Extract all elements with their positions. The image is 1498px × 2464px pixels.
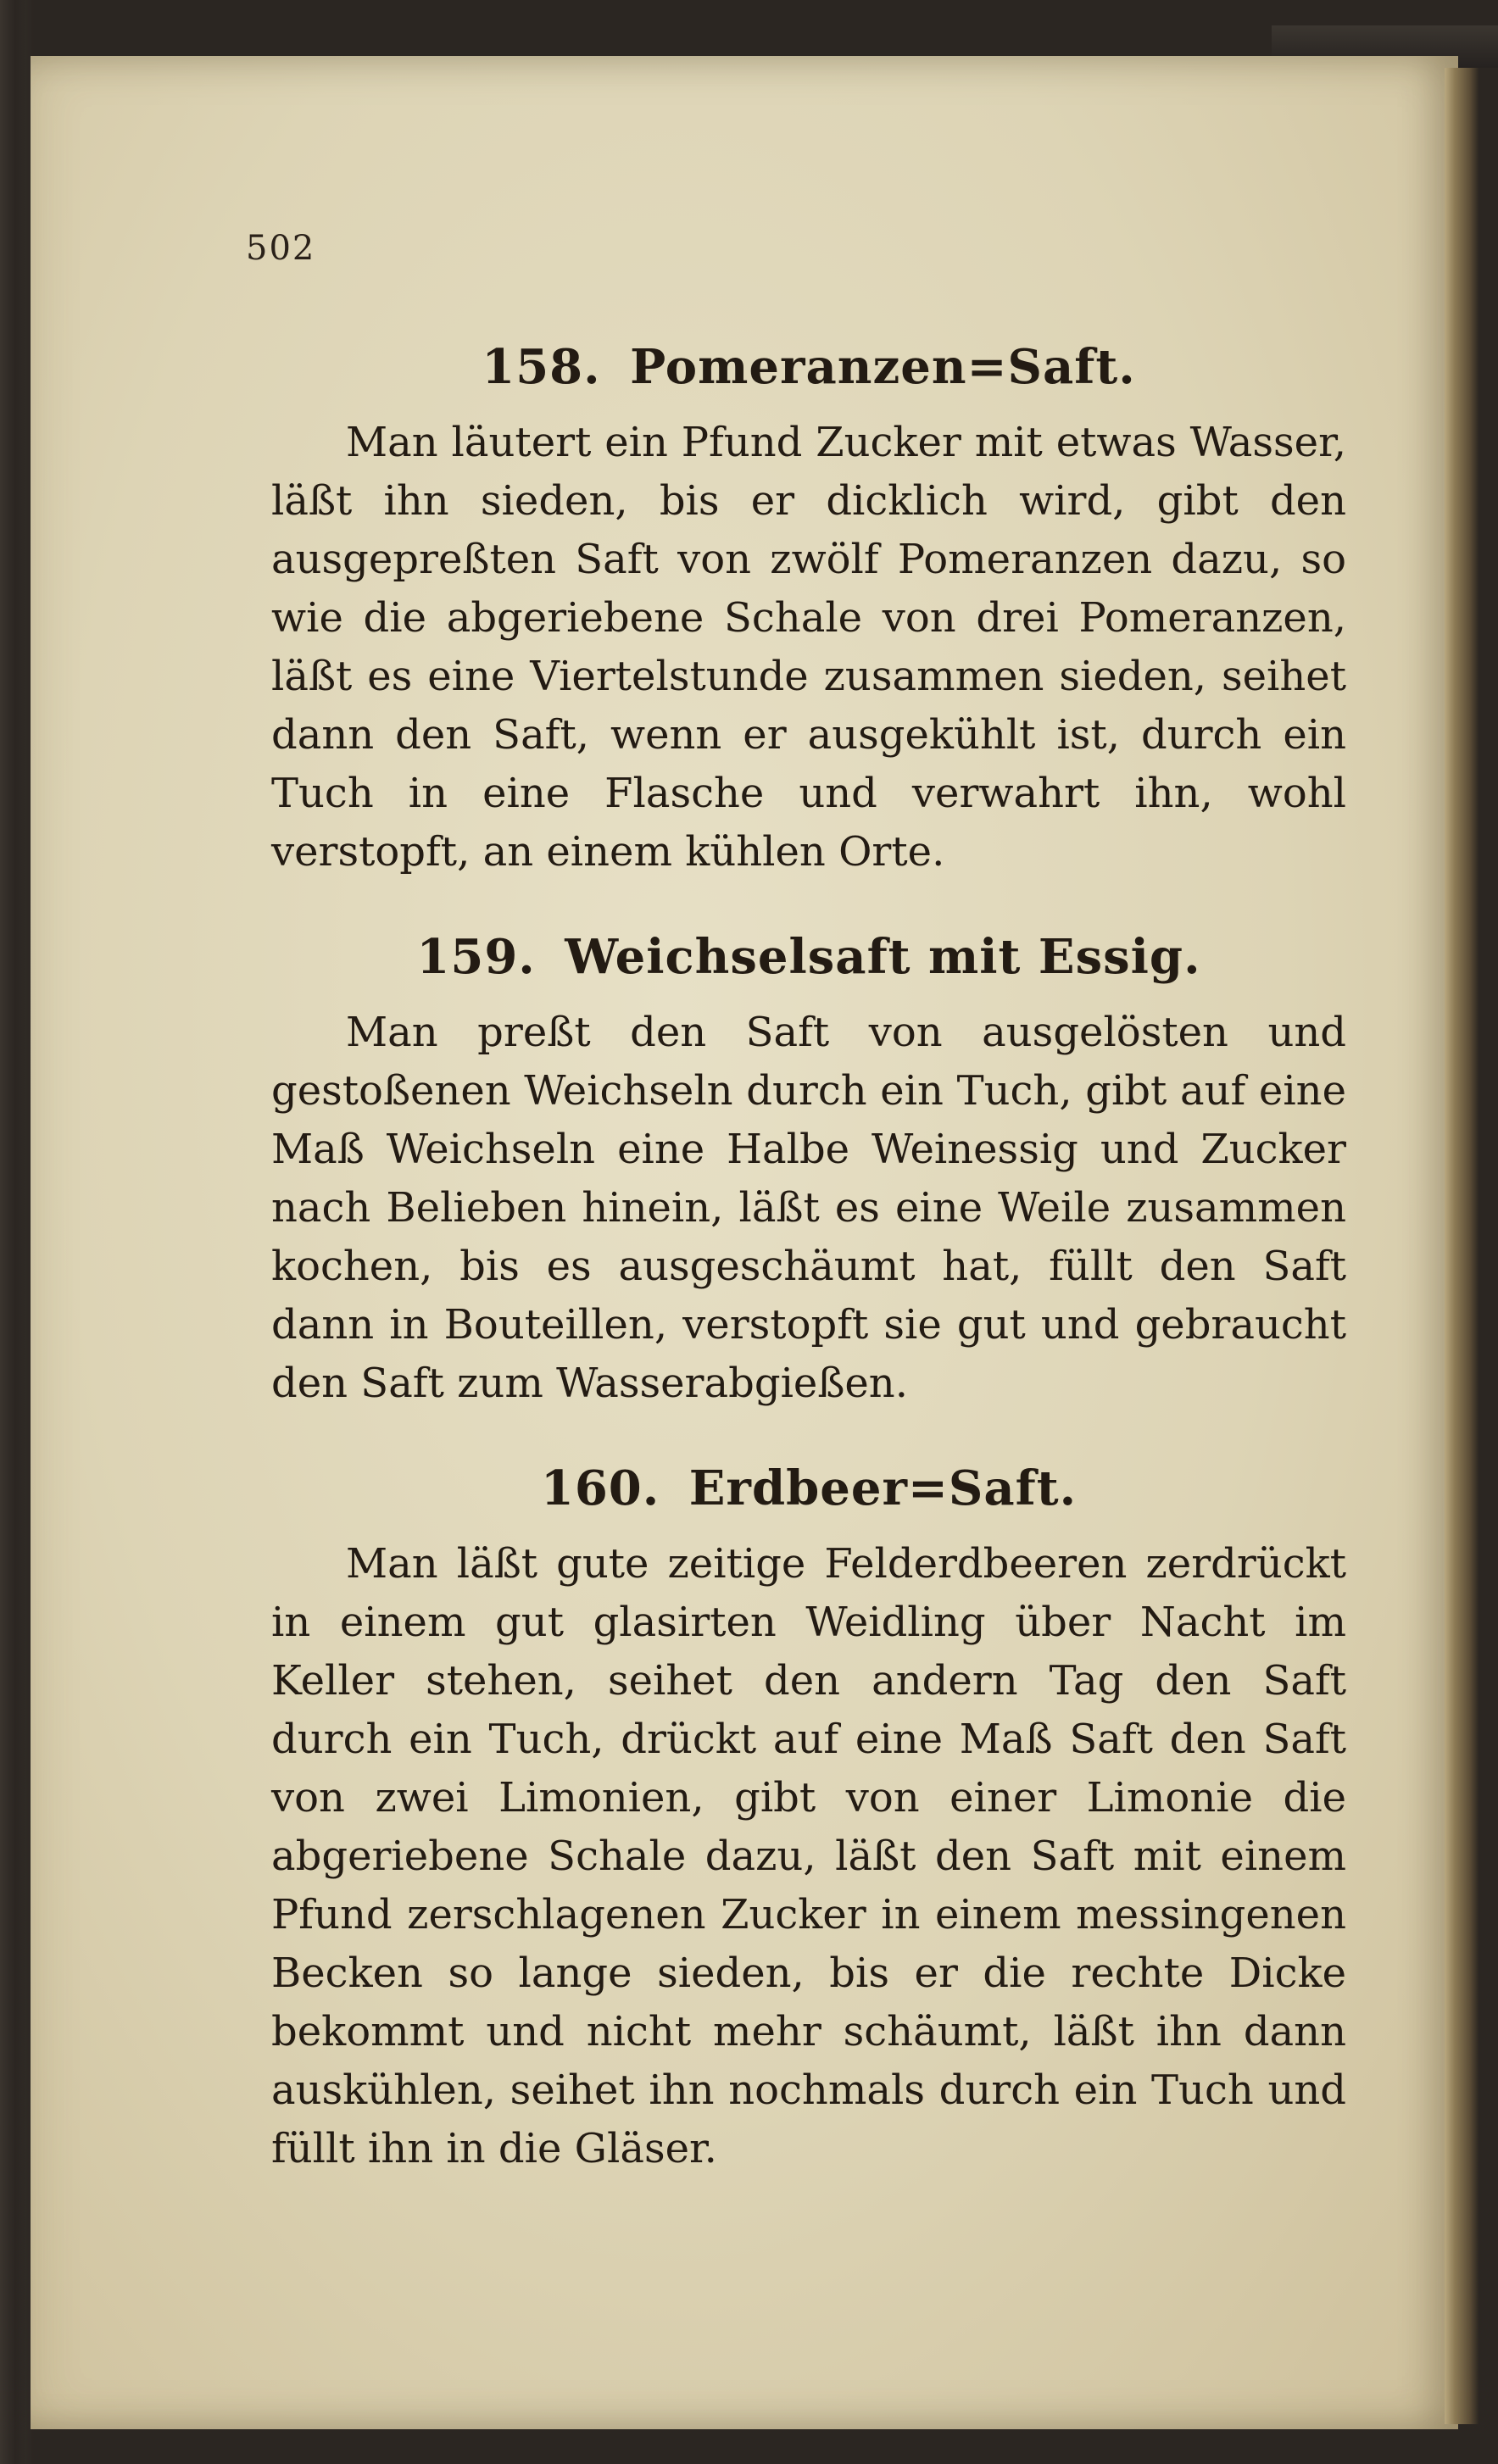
recipe-title: Pomeranzen=Saft. — [630, 339, 1136, 395]
recipe-paragraph: Man preßt den Saft von ausgelösten und gestoßenen Weichseln durch ein Tuch, gibt auf eine Maß Weichseln eine Halbe Weinessig und Zucker nach Belieben hinein, läßt es eine Weile zusammen kochen, bis es ausgeschäumt hat, füllt den Saft dann in Bouteillen, verstopft sie gut und gebraucht den Saft zum Wasserabgießen. — [271, 1009, 1346, 1407]
recipe-title: Erdbeer=Saft. — [688, 1460, 1078, 1516]
recipe-number: 160. — [540, 1460, 660, 1516]
recipe-heading — [271, 339, 1346, 395]
recipe-158 — [271, 339, 1346, 882]
page-content — [271, 339, 1346, 2204]
recipe-160 — [271, 1460, 1346, 2178]
recipe-text — [271, 414, 1346, 882]
recipe-number: 159. — [416, 929, 536, 985]
recipe-heading — [271, 1460, 1346, 1516]
recipe-number: 158. — [482, 339, 601, 395]
page-edge — [1445, 68, 1479, 2424]
recipe-159 — [271, 929, 1346, 1413]
recipe-heading — [271, 929, 1346, 985]
recipe-title: Weichselsaft mit Essig. — [565, 929, 1201, 985]
recipe-text — [271, 1535, 1346, 2178]
recipe-text — [271, 1004, 1346, 1413]
page-number: 502 — [246, 229, 316, 268]
recipe-paragraph: Man läßt gute zeitige Felderdbeeren zerdrückt in einem gut glasirten Weidling über Nacht im Keller stehen, seihet den andern Tag den Saft durch ein Tuch, drückt auf eine Maß Saft den Saft von zwei Limonien, gibt von einer Limonie die abgeriebene Schale dazu, läßt den Saft mit einem Pfund zerschlagenen Zucker in einem messingenen Becken so lange sieden, bis er die rechte Dicke bekommt und nicht mehr schäumt, läßt ihn dann auskühlen, seihet ihn nochmals durch ein Tuch und füllt ihn in die Gläser. — [271, 1540, 1346, 2172]
recipe-paragraph: Man läutert ein Pfund Zucker mit etwas Wasser, läßt ihn sieden, bis er dicklich wird, gibt den ausgepreßten Saft von zwölf Pomeranzen dazu, so wie die abgeriebene Schale von drei Pomeranzen, läßt es eine Viertelstunde zusammen sieden, seihet dann den Saft, wenn er ausgekühlt ist, durch ein Tuch in eine Flasche und verwahrt ihn, wohl verstopft, an einem kühlen Orte. — [271, 419, 1346, 876]
